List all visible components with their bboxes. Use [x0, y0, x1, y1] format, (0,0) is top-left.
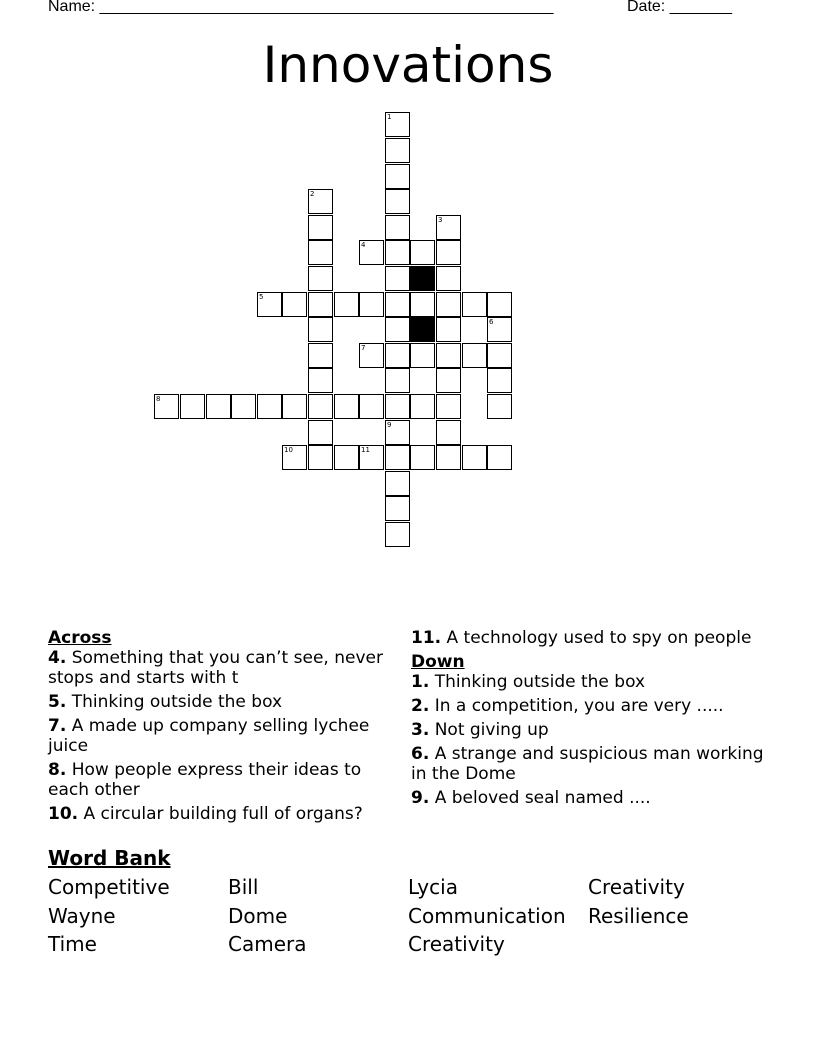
crossword-cell[interactable]: [385, 471, 410, 496]
clue-text: A technology used to spy on people: [441, 628, 752, 648]
clue-number: 10: [284, 446, 293, 454]
crossword-cell[interactable]: [385, 496, 410, 521]
clue-number-label: 2.: [411, 696, 430, 716]
across-clue-list-continued: [411, 628, 771, 648]
crossword-cell[interactable]: [385, 445, 410, 470]
crossword-cell[interactable]: [385, 164, 410, 189]
word-bank-word: Creativity: [588, 875, 685, 899]
crossword-cell[interactable]: [282, 445, 307, 470]
crossword-cell[interactable]: [308, 420, 333, 445]
crossword-cell[interactable]: [308, 266, 333, 291]
crossword-cell[interactable]: [385, 189, 410, 214]
page-title: Innovations: [262, 36, 554, 94]
word-bank-word: Bill: [228, 875, 259, 899]
clue-text: A circular building full of organs?: [78, 804, 363, 824]
crossword-cell[interactable]: [359, 292, 384, 317]
clue-number: 11: [361, 446, 370, 454]
word-bank-word: Dome: [228, 903, 288, 928]
crossword-cell[interactable]: [436, 240, 461, 265]
crossword-cell[interactable]: [154, 394, 179, 419]
word-bank-word: Competitive: [48, 875, 170, 899]
crossword-cell[interactable]: [487, 445, 512, 470]
crossword-cell[interactable]: [308, 343, 333, 368]
crossword-cell[interactable]: [436, 215, 461, 240]
across-heading: Across: [48, 628, 112, 648]
crossword-cell[interactable]: [308, 292, 333, 317]
clue-number-label: 7.: [48, 716, 67, 736]
crossword-cell[interactable]: [385, 343, 410, 368]
clue-text: A beloved seal named ....: [429, 788, 651, 808]
clue-number: 2: [310, 190, 315, 198]
crossword-cell[interactable]: [436, 292, 461, 317]
crossword-cell[interactable]: [436, 394, 461, 419]
word-bank-word: Communication: [408, 903, 566, 928]
clue-text: Thinking outside the box: [66, 692, 283, 712]
crossword-cell[interactable]: [410, 445, 435, 470]
crossword-cell[interactable]: [308, 368, 333, 393]
word-bank-word: Time: [48, 932, 97, 956]
clue-item: [411, 720, 771, 740]
clue-number-label: 11.: [411, 628, 442, 648]
clue-text: A strange and suspicious man working in the Dome: [411, 744, 764, 784]
clue-number: 4: [361, 241, 366, 249]
clue-item: [411, 628, 771, 648]
crossword-cell[interactable]: [257, 292, 282, 317]
across-clues: [48, 628, 388, 828]
clue-number: 6: [489, 318, 494, 326]
clue-number-label: 6.: [411, 744, 430, 764]
clue-text: A made up company selling lychee juice: [48, 716, 370, 756]
clue-number: 8: [156, 395, 161, 403]
word-bank-word: Lycia: [408, 875, 458, 899]
crossword-cell[interactable]: [385, 292, 410, 317]
crossword-cell[interactable]: [359, 240, 384, 265]
clue-item: [48, 760, 388, 800]
crossword-cell[interactable]: [462, 343, 487, 368]
down-heading: Down: [411, 652, 465, 672]
crossword-cell[interactable]: [385, 240, 410, 265]
clue-item: [411, 672, 771, 692]
crossword-cell[interactable]: [385, 215, 410, 240]
crossword-cell[interactable]: [359, 445, 384, 470]
clue-number: 7: [361, 344, 366, 352]
crossword-cell[interactable]: [385, 266, 410, 291]
word-bank: [48, 873, 768, 959]
clue-number-label: 8.: [48, 760, 67, 780]
crossword-cell[interactable]: [385, 368, 410, 393]
crossword-cell[interactable]: [436, 368, 461, 393]
crossword-cell[interactable]: [282, 394, 307, 419]
crossword-cell[interactable]: [462, 292, 487, 317]
crossword-cell[interactable]: [436, 317, 461, 342]
crossword-cell[interactable]: [436, 420, 461, 445]
crossword-cell[interactable]: [436, 266, 461, 291]
word-bank-heading: Word Bank: [48, 846, 171, 870]
clue-item: [411, 696, 771, 716]
clue-number: 1: [387, 113, 392, 121]
across-clue-list: [48, 648, 388, 824]
crossword-cell[interactable]: [436, 343, 461, 368]
crossword-cell[interactable]: [231, 394, 256, 419]
clue-text: How people express their ideas to each other: [48, 760, 362, 800]
crossword-cell[interactable]: [308, 189, 333, 214]
clue-item: [48, 716, 388, 756]
crossword-cell[interactable]: [308, 215, 333, 240]
crossword-cell[interactable]: [410, 240, 435, 265]
crossword-cell[interactable]: [487, 343, 512, 368]
clue-text: Something that you can’t see, never stops and starts with t: [48, 648, 383, 688]
crossword-cell[interactable]: [180, 394, 205, 419]
crossword-cell[interactable]: [282, 292, 307, 317]
date-field-label: Date: _______: [627, 0, 732, 15]
crossword-cell[interactable]: [385, 138, 410, 163]
clue-number-label: 5.: [48, 692, 67, 712]
crossword-cell[interactable]: [308, 317, 333, 342]
crossword-cell[interactable]: [487, 292, 512, 317]
crossword-cell[interactable]: [410, 292, 435, 317]
name-field-label: Name: ___________________________________________________: [48, 0, 554, 15]
crossword-cell[interactable]: [334, 292, 359, 317]
crossword-cell[interactable]: [385, 522, 410, 547]
clue-number: 9: [387, 421, 392, 429]
crossword-cell[interactable]: [462, 445, 487, 470]
clue-item: [411, 744, 771, 784]
clue-number-label: 1.: [411, 672, 430, 692]
crossword-cell[interactable]: [334, 394, 359, 419]
clue-item: [48, 804, 388, 824]
clue-number: 3: [438, 216, 443, 224]
crossword-cell[interactable]: [385, 394, 410, 419]
clue-item: [411, 788, 771, 808]
crossword-block: [410, 266, 435, 291]
clues-column-2: [411, 628, 771, 812]
crossword-cell[interactable]: [308, 445, 333, 470]
clue-number-label: 9.: [411, 788, 430, 808]
clue-text: In a competition, you are very .....: [429, 696, 724, 716]
crossword-block: [410, 317, 435, 342]
word-bank-word: Resilience: [588, 903, 689, 928]
clue-number: 5: [259, 293, 264, 301]
crossword-cell[interactable]: [487, 394, 512, 419]
crossword-cell[interactable]: [385, 112, 410, 137]
crossword-cell[interactable]: [359, 343, 384, 368]
clue-number-label: 3.: [411, 720, 430, 740]
clue-text: Not giving up: [429, 720, 549, 740]
down-clue-list: [411, 672, 771, 808]
clue-text: Thinking outside the box: [429, 672, 646, 692]
crossword-cell[interactable]: [257, 394, 282, 419]
crossword-cell[interactable]: [359, 394, 384, 419]
word-bank-word: Camera: [228, 932, 307, 956]
word-bank-word: Creativity: [408, 932, 505, 956]
clue-number-label: 10.: [48, 804, 79, 824]
crossword-cell[interactable]: [436, 445, 461, 470]
word-bank-word: Wayne: [48, 903, 116, 928]
word-bank-word: [588, 930, 768, 959]
crossword-cell[interactable]: [308, 240, 333, 265]
crossword-cell[interactable]: [385, 317, 410, 342]
crossword-cell[interactable]: [410, 343, 435, 368]
crossword-cell[interactable]: [410, 394, 435, 419]
crossword-cell[interactable]: [308, 394, 333, 419]
crossword-cell[interactable]: [487, 317, 512, 342]
clue-number-label: 4.: [48, 648, 67, 668]
crossword-cell[interactable]: [206, 394, 231, 419]
crossword-cell[interactable]: [487, 368, 512, 393]
clue-item: [48, 692, 388, 712]
clue-item: [48, 648, 388, 688]
crossword-cell[interactable]: [334, 445, 359, 470]
crossword-cell[interactable]: [385, 420, 410, 445]
